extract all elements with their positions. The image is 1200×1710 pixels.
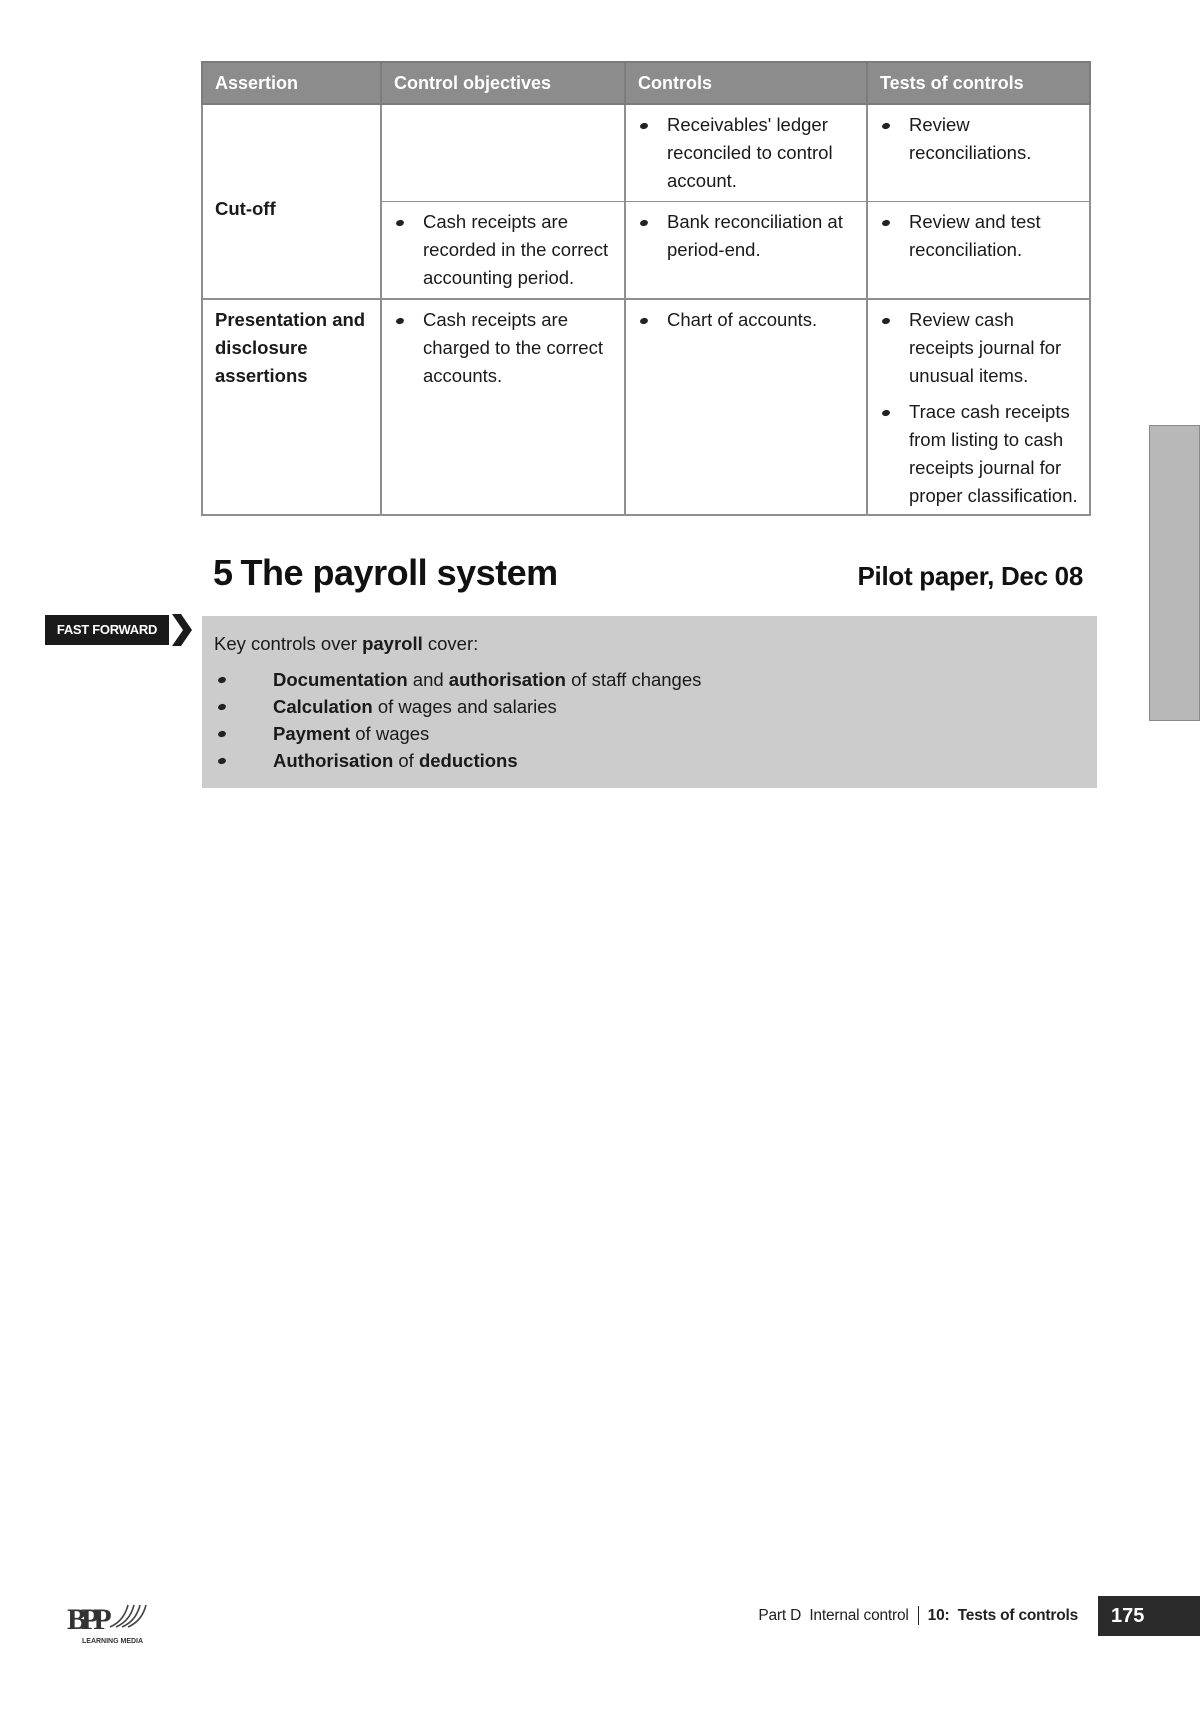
intro-text-end: cover: xyxy=(422,633,479,654)
key-term: Payment xyxy=(273,723,351,744)
key-term: Documentation xyxy=(273,669,408,690)
header-control-objectives: Control objectives xyxy=(381,62,625,104)
item-text: of wages xyxy=(350,723,430,744)
tests-cell xyxy=(867,299,1090,515)
chapter-side-tab xyxy=(1149,425,1200,721)
fast-forward-item xyxy=(214,747,1085,774)
fast-forward-intro xyxy=(214,630,1085,658)
fast-forward-box xyxy=(202,616,1097,788)
page-number: 175 xyxy=(1098,1596,1200,1636)
objectives-cell xyxy=(381,299,625,515)
objectives-cell xyxy=(381,202,625,300)
header-assertion: Assertion xyxy=(202,62,381,104)
key-term: deductions xyxy=(418,750,518,771)
fast-forward-list xyxy=(214,666,1085,774)
list-item: Trace cash receipts from listing to cash receipts journal for proper classification. xyxy=(880,398,1079,510)
key-term: authorisation xyxy=(448,669,566,690)
table-row xyxy=(202,299,1090,515)
section-title-text: The payroll system xyxy=(240,552,558,593)
header-controls: Controls xyxy=(625,62,867,104)
item-text: of staff changes xyxy=(565,669,702,690)
item-text: of xyxy=(393,750,419,771)
exam-reference: Pilot paper, Dec 08 xyxy=(857,561,1083,591)
controls-table xyxy=(201,61,1091,516)
list-item: Review reconciliations. xyxy=(880,111,1079,167)
tests-cell xyxy=(867,104,1090,202)
controls-cell xyxy=(625,202,867,300)
item-text: of wages and salaries xyxy=(372,696,557,717)
list-item: Chart of accounts. xyxy=(638,306,856,334)
item-text: and xyxy=(407,669,449,690)
list-item: Bank reconciliation at period-end. xyxy=(638,208,856,264)
header-tests-of-controls: Tests of controls xyxy=(867,62,1090,104)
fast-forward-tag: FAST FORWARD xyxy=(45,615,169,645)
list-item: Cash receipts are charged to the correct accounts. xyxy=(394,306,614,390)
table-header-row xyxy=(202,62,1090,104)
fast-forward-item xyxy=(214,693,1085,720)
svg-text:BPP: BPP xyxy=(67,1603,106,1636)
bpp-logo xyxy=(66,1597,150,1645)
svg-text:LEARNING MEDIA: LEARNING MEDIA xyxy=(82,1638,144,1645)
section-number: 5 xyxy=(213,552,233,593)
intro-text: Key controls over xyxy=(214,633,363,654)
footer-separator xyxy=(918,1606,919,1625)
table-row xyxy=(202,104,1090,202)
intro-keyword: payroll xyxy=(362,633,423,654)
list-item: Review cash receipts journal for unusual items. xyxy=(880,306,1079,390)
controls-cell xyxy=(625,104,867,202)
assertion-cutoff: Cut-off xyxy=(215,197,276,219)
fast-forward-item xyxy=(214,720,1085,747)
key-term: Calculation xyxy=(273,696,373,717)
footer-chapter: 10: Tests of controls xyxy=(927,1606,1078,1624)
assertion-cell xyxy=(202,104,381,299)
section-title xyxy=(213,552,558,594)
controls-cell xyxy=(625,299,867,515)
fast-forward-item xyxy=(214,666,1085,693)
assertion-cell xyxy=(202,299,381,515)
fast-forward-chevron-icon xyxy=(170,612,194,648)
tests-cell xyxy=(867,202,1090,300)
key-term: Authorisation xyxy=(273,750,394,771)
list-item: Review and test reconciliation. xyxy=(880,208,1079,264)
list-item: Receivables' ledger reconciled to control account. xyxy=(638,111,856,195)
objectives-cell xyxy=(381,104,625,202)
footer-part: Part D Internal control xyxy=(758,1606,909,1624)
running-footer xyxy=(758,1606,1078,1625)
list-item: Cash receipts are recorded in the correct accounting period. xyxy=(394,208,614,292)
assertion-presentation: Presentation and disclosure assertions xyxy=(215,309,366,386)
